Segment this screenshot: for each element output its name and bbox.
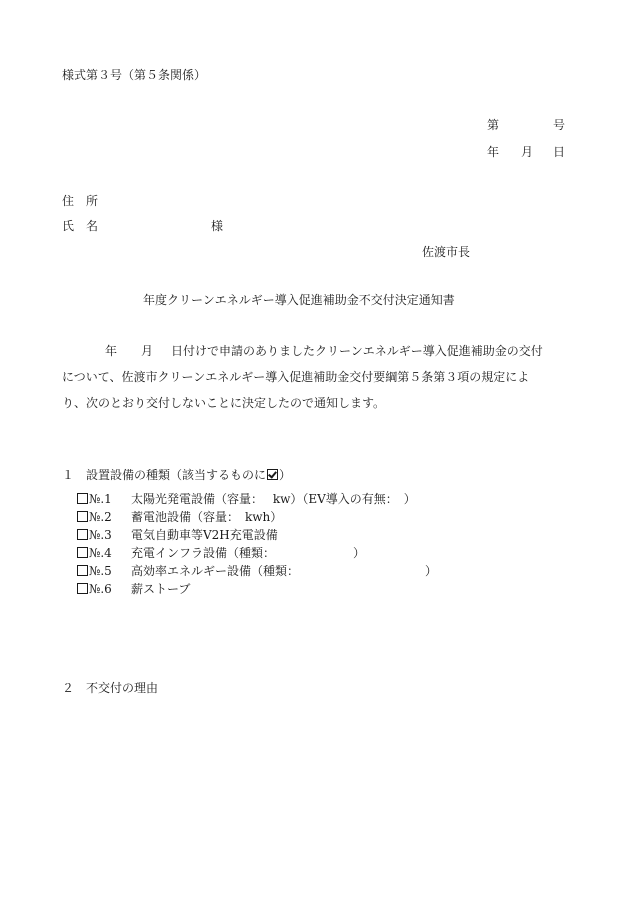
equipment-label: 高効率エネルギー設備（種類： ） <box>131 564 438 578</box>
checkbox-icon[interactable] <box>77 547 88 558</box>
date-day-label: 日 <box>553 145 566 159</box>
equipment-label: 薪ストーブ <box>131 582 191 596</box>
equipment-label: 蓄電池設備（容量： kwh） <box>131 510 283 524</box>
equipment-item[interactable] <box>77 526 437 544</box>
body-line-1 <box>62 338 577 364</box>
equipment-label: 太陽光発電設備（容量： kw）（EV導入の有無： ） <box>131 492 416 506</box>
checkbox-icon[interactable] <box>77 583 88 594</box>
equipment-number: №.1 <box>89 492 112 506</box>
equipment-item[interactable] <box>77 544 437 562</box>
name-label: 氏 名 <box>62 219 99 233</box>
equipment-number: №.2 <box>89 510 112 524</box>
document-title: 年度クリーンエネルギー導入促進補助金不交付決定通知書 <box>143 293 455 307</box>
equipment-item[interactable] <box>77 508 437 526</box>
honorific: 様 <box>211 219 224 233</box>
body-line-2: について、佐渡市クリーンエネルギー導入促進補助金交付要綱第５条第３項の規定によ <box>62 370 530 384</box>
document-number-suffix: 号 <box>553 118 566 132</box>
equipment-number: №.4 <box>89 546 112 560</box>
equipment-item[interactable] <box>77 562 437 580</box>
equipment-label: 充電インフラ設備（種類： ） <box>131 546 366 560</box>
date-month-label: 月 <box>521 145 534 159</box>
checked-box-icon <box>267 469 278 480</box>
checkbox-icon[interactable] <box>77 565 88 576</box>
equipment-number: №.6 <box>89 582 112 596</box>
equipment-number: №.5 <box>89 564 112 578</box>
equipment-label: 電気自動車等V2H充電設備 <box>131 528 278 542</box>
equipment-list <box>77 490 437 598</box>
section1-heading <box>62 469 291 481</box>
body-paragraph <box>62 338 577 416</box>
equipment-item[interactable] <box>77 580 437 598</box>
section1-heading-close: ） <box>279 468 292 482</box>
checkbox-icon[interactable] <box>77 529 88 540</box>
equipment-item[interactable] <box>77 490 437 508</box>
checkbox-icon[interactable] <box>77 493 88 504</box>
checkbox-icon[interactable] <box>77 511 88 522</box>
body-month-label: 月 <box>141 344 154 358</box>
document-number-prefix: 第 <box>487 118 500 132</box>
section2-heading: ２ 不交付の理由 <box>62 681 159 695</box>
body-year-label: 年 <box>105 344 118 358</box>
equipment-number: №.3 <box>89 528 112 542</box>
body-line-1-text: 日付けで申請のありましたクリーンエネルギー導入促進補助金の交付 <box>171 344 543 358</box>
body-line-3: り、次のとおり交付しないことに決定したので通知します。 <box>62 396 386 410</box>
date-year-label: 年 <box>487 145 500 159</box>
sender-title: 佐渡市長 <box>422 245 471 259</box>
address-label: 住 所 <box>62 194 99 208</box>
section1-heading-text: １ 設置設備の種類（該当するものに <box>62 468 267 482</box>
form-label: 様式第３号（第５条関係） <box>62 68 207 82</box>
